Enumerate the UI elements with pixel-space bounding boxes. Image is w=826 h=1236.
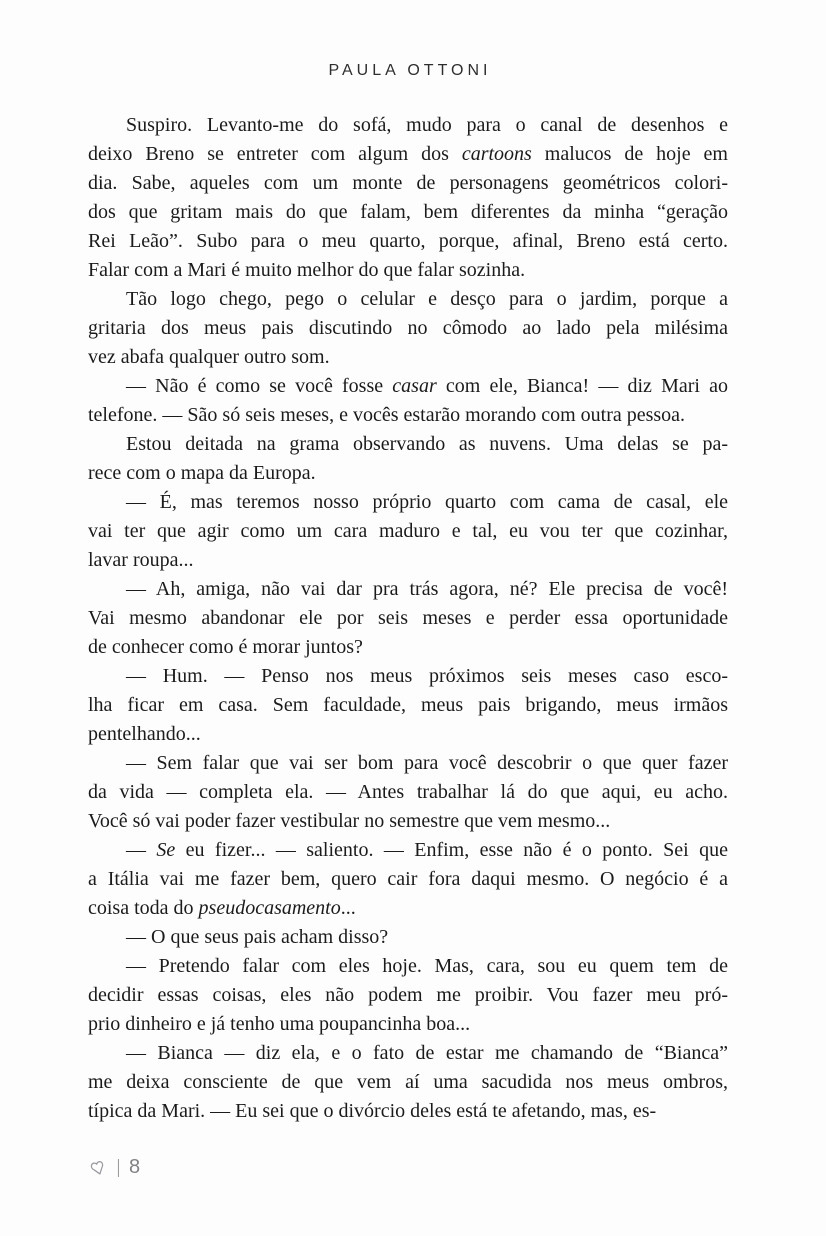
- text-line: — Se eu fizer... — saliento. — Enfim, esse não é o ponto. Sei que: [126, 839, 728, 861]
- text-line: — O que seus pais acham disso?: [126, 926, 389, 948]
- text-line: prio dinheiro e já tenho uma poupancinha boa...: [88, 1013, 471, 1035]
- text-line: coisa toda do pseudocasamento...: [88, 897, 356, 919]
- text-line: típica da Mari. — Eu sei que o divórcio deles está te afetando, mas, es-: [88, 1100, 657, 1122]
- paragraph: [88, 430, 728, 488]
- text-line: lha ficar em casa. Sem faculdade, meus pais brigando, meus irmãos: [88, 694, 728, 716]
- paragraph: [88, 662, 728, 749]
- text-line: Vai mesmo abandonar ele por seis meses e perder essa oportunidade: [88, 607, 728, 629]
- text-line: a Itália vai me fazer bem, quero cair fora daqui mesmo. O negócio é a: [88, 868, 728, 890]
- text-line: dia. Sabe, aqueles com um monte de personagens geométricos colori-: [88, 172, 728, 194]
- text-line: vez abafa qualquer outro som.: [88, 346, 330, 368]
- page-number: 8: [128, 1156, 141, 1178]
- paragraph: [88, 575, 728, 662]
- text-line: — Hum. — Penso nos meus próximos seis meses caso esco-: [126, 665, 728, 687]
- text-line: lavar roupa...: [88, 549, 194, 571]
- text-line: gritaria dos meus pais discutindo no cômodo ao lado pela milésima: [88, 317, 728, 339]
- text-line: — Bianca — diz ela, e o fato de estar me chamando de “Bianca”: [126, 1042, 728, 1064]
- text-line: — Sem falar que vai ser bom para você descobrir o que quer fazer: [126, 752, 728, 774]
- paragraph: [88, 488, 728, 575]
- text-line: dos que gritam mais do que falam, bem diferentes da minha “geração: [88, 201, 728, 223]
- text-line: vai ter que agir como um cara maduro e tal, eu vou ter que cozinhar,: [88, 520, 728, 542]
- page-footer: [88, 1156, 140, 1179]
- running-header: PAULA OTTONI: [328, 62, 492, 79]
- text-line: Estou deitada na grama observando as nuvens. Uma delas se pa-: [126, 433, 728, 455]
- text-line: telefone. — São só seis meses, e vocês estarão morando com outra pessoa.: [88, 404, 686, 426]
- text-line: rece com o mapa da Europa.: [88, 462, 316, 484]
- text-line: Tão logo chego, pego o celular e desço para o jardim, porque a: [126, 288, 728, 310]
- paragraph: [88, 372, 728, 430]
- text-line: — Pretendo falar com eles hoje. Mas, cara, sou eu quem tem de: [126, 955, 728, 977]
- text-line: Rei Leão”. Subo para o meu quarto, porque, afinal, Breno está certo.: [88, 230, 728, 252]
- paragraph: [88, 836, 728, 923]
- text-line: de conhecer como é morar juntos?: [88, 636, 363, 658]
- paragraph: [88, 1039, 728, 1126]
- paragraph: [88, 285, 728, 372]
- text-line: — Não é como se você fosse casar com ele, Bianca! — diz Mari ao: [126, 375, 728, 397]
- text-line: Suspiro. Levanto-me do sofá, mudo para o canal de desenhos e: [126, 114, 728, 136]
- text-line: Você só vai poder fazer vestibular no semestre que vem mesmo...: [88, 810, 611, 832]
- paragraph: [88, 111, 728, 285]
- text-block: [88, 111, 728, 1126]
- text-line: — É, mas teremos nosso próprio quarto com cama de casal, ele: [126, 491, 728, 513]
- footer-separator: |: [116, 1156, 121, 1178]
- text-line: decidir essas coisas, eles não podem me proibir. Vou fazer meu pró-: [88, 984, 728, 1006]
- text-line: Falar com a Mari é muito melhor do que falar sozinha.: [88, 259, 526, 281]
- text-line: deixo Breno se entreter com algum dos cartoons malucos de hoje em: [88, 143, 728, 165]
- text-line: da vida — completa ela. — Antes trabalhar lá do que aqui, eu acho.: [88, 781, 728, 803]
- paragraph: [88, 952, 728, 1039]
- paragraph: [88, 749, 728, 836]
- paragraph: [88, 923, 728, 952]
- text-line: pentelhando...: [88, 723, 201, 745]
- text-line: — Ah, amiga, não vai dar pra trás agora, né? Ele precisa de você!: [126, 578, 728, 600]
- heart-icon: [88, 1157, 108, 1179]
- text-line: me deixa consciente de que vem aí uma sacudida nos meus ombros,: [88, 1071, 728, 1093]
